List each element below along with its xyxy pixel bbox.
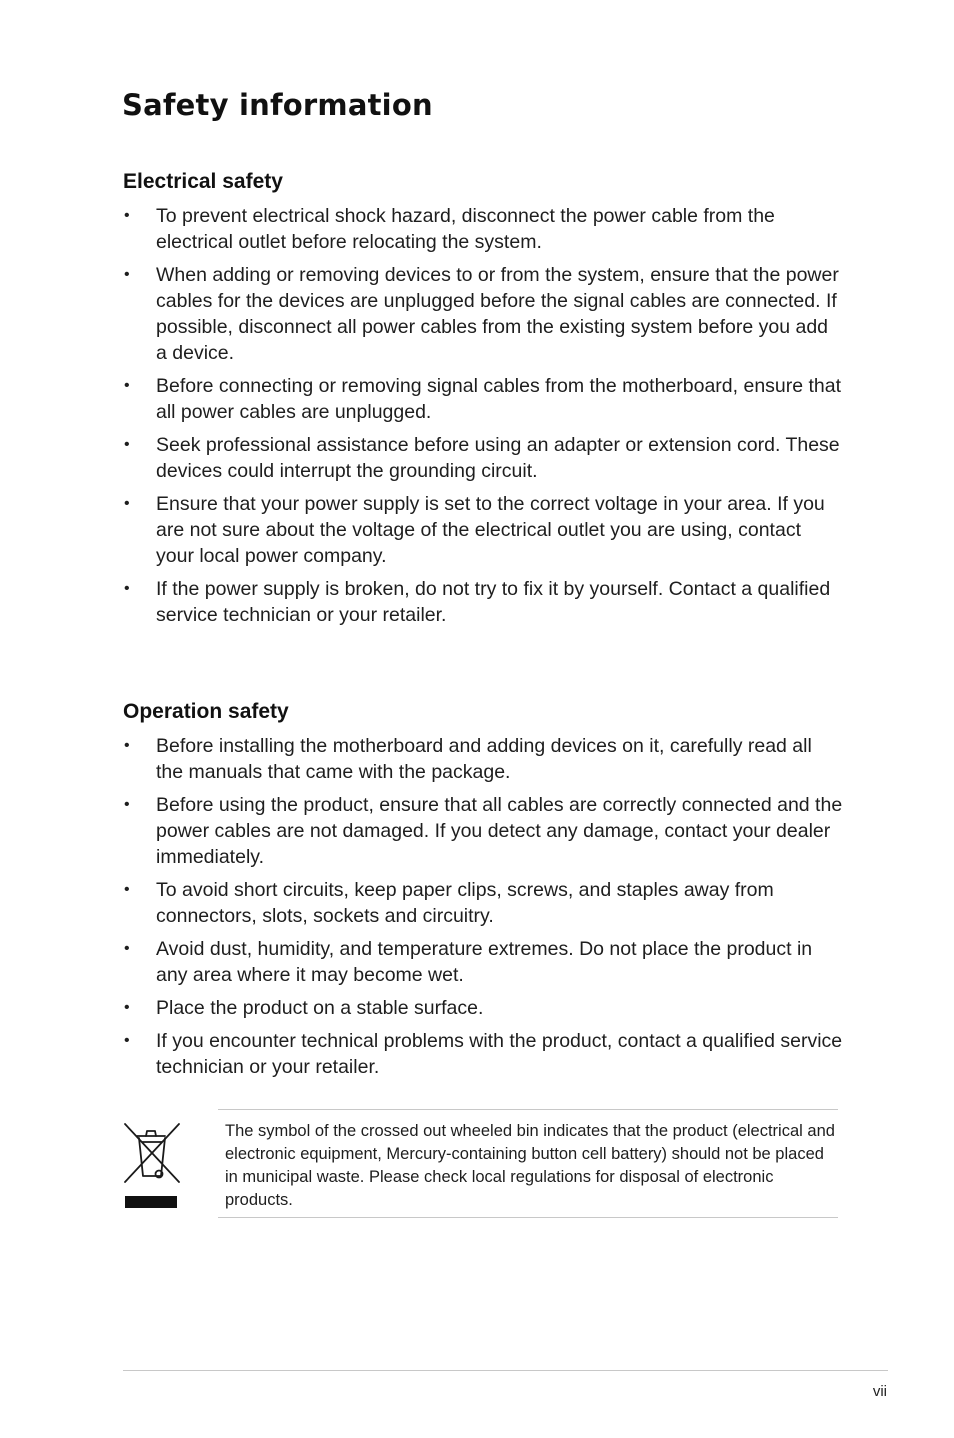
list-item-text: To prevent electrical shock hazard, disconnect the power cable from the electrical outlet before relocating the system. (156, 205, 775, 253)
list-item (123, 373, 843, 425)
operation-safety-heading: Operation safety (123, 700, 289, 723)
list-item-text: Place the product on a stable surface. (156, 997, 484, 1019)
bullet-icon: • (124, 436, 130, 453)
list-item-text: When adding or removing devices to or from the system, ensure that the power cables for the devices are unplugged before the signal cables are connected. If possible, disconnect all power cables from the existing system before you add a device. (156, 264, 839, 364)
page-title: Safety information (122, 88, 433, 122)
operation-safety-list (123, 733, 843, 1080)
list-item-text: If you encounter technical problems with the product, contact a qualified service technician or your retailer. (156, 1030, 843, 1078)
list-item (123, 491, 843, 569)
crossed-out-wheeled-bin-icon (121, 1118, 183, 1212)
list-item-text: Before using the product, ensure that all cables are correctly connected and the power cables are not damaged. If you detect any damage, contact your dealer immediately. (156, 794, 843, 868)
bullet-icon: • (124, 1032, 130, 1049)
list-item-text: Seek professional assistance before using an adapter or extension cord. These devices could interrupt the grounding circuit. (156, 434, 840, 482)
operation-safety-section (123, 699, 843, 1087)
list-item (123, 936, 843, 988)
weee-note-box (218, 1109, 838, 1218)
list-item (123, 877, 843, 929)
list-item (123, 733, 843, 785)
bullet-icon: • (124, 266, 130, 283)
bullet-icon: • (124, 999, 130, 1016)
list-item-text: Before connecting or removing signal cables from the motherboard, ensure that all power cables are unplugged. (156, 375, 842, 423)
bullet-icon: • (124, 495, 130, 512)
bullet-icon: • (124, 796, 130, 813)
list-item (123, 203, 843, 255)
bullet-icon: • (124, 881, 130, 898)
list-item-text: To avoid short circuits, keep paper clips, screws, and staples away from connectors, slots, sockets and circuitry. (156, 879, 774, 927)
electrical-safety-list (123, 203, 843, 628)
bullet-icon: • (124, 377, 130, 394)
footer-divider (123, 1370, 888, 1371)
list-item-text: Avoid dust, humidity, and temperature extremes. Do not place the product in any area where it may become wet. (156, 938, 813, 986)
list-item (123, 262, 843, 366)
bullet-icon: • (124, 207, 130, 224)
bullet-icon: • (124, 580, 130, 597)
electrical-safety-section (123, 169, 843, 635)
weee-note-text: The symbol of the crossed out wheeled bin indicates that the product (electrical and electronic equipment, Mercury-containing button cell battery) should not be placed in municipal waste. Please check local regulations for disposal of electronic products. (225, 1122, 835, 1209)
list-item-text: Before installing the motherboard and adding devices on it, carefully read all the manuals that came with the package. (156, 735, 812, 783)
list-item-text: Ensure that your power supply is set to the correct voltage in your area. If you are not sure about the voltage of the electrical outlet you are using, contact your local power company. (156, 493, 825, 567)
list-item (123, 432, 843, 484)
electrical-safety-heading: Electrical safety (123, 170, 283, 193)
list-item (123, 1028, 843, 1080)
bullet-icon: • (124, 940, 130, 957)
list-item (123, 576, 843, 628)
bullet-icon: • (124, 737, 130, 754)
page-number: vii (872, 1383, 887, 1400)
list-item-text: If the power supply is broken, do not try to fix it by yourself. Contact a qualified service technician or your retailer. (156, 578, 831, 626)
list-item (123, 792, 843, 870)
list-item (123, 995, 843, 1021)
